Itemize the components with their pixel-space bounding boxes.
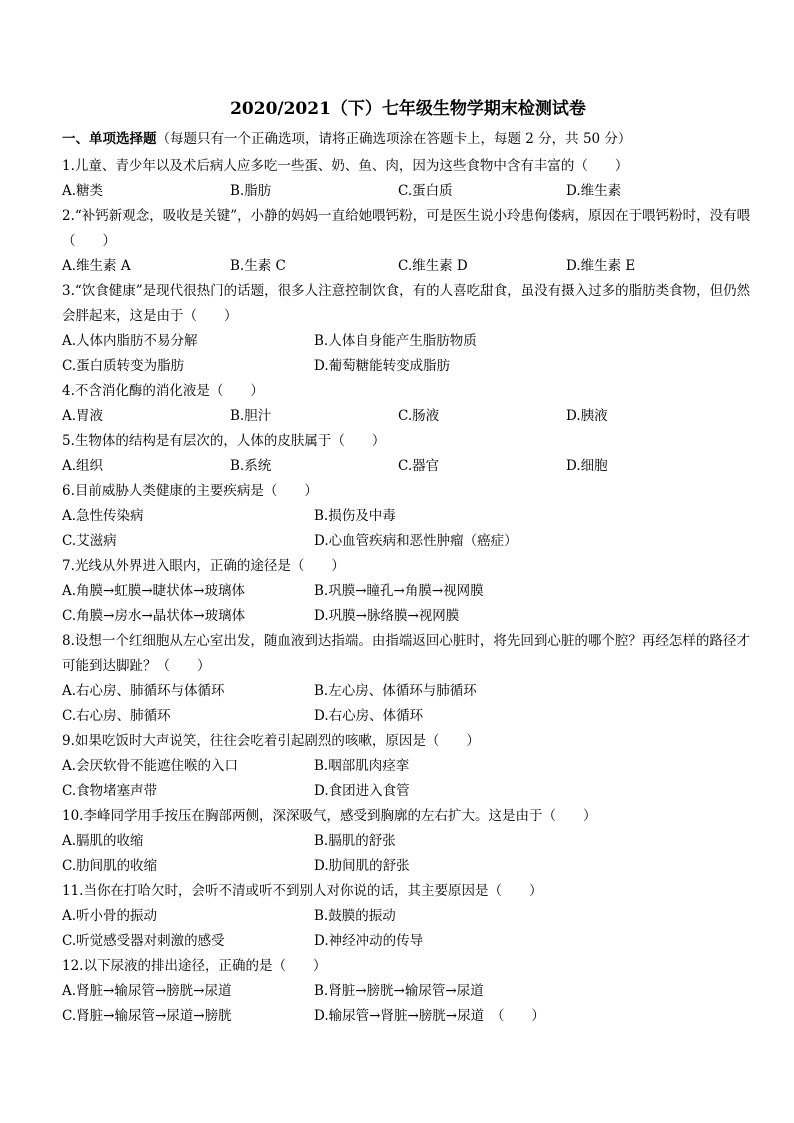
option-b: B.人体自身能产生脂肪物质	[314, 333, 477, 349]
question-2	[62, 204, 754, 279]
options-row	[62, 254, 754, 279]
question-10	[62, 804, 754, 879]
option-b: B.左心房、体循环与肺循环	[314, 683, 477, 699]
options-row	[62, 404, 754, 429]
question-stem: 2.“补钙新观念，吸收是关键”，小静的妈妈一直给她喂钙粉，可是医生说小玲患佝偻病，原因在于喂钙粉时，没有喂（ ）	[62, 208, 751, 249]
question-list	[62, 154, 754, 1029]
option-a: A.胃液	[62, 408, 104, 424]
option-d: D.维生素 E	[566, 258, 636, 274]
question-stem: 11.当你在打哈欠时，会听不清或听不到别人对你说的话，其主要原因是（ ）	[62, 883, 543, 899]
option-c: C.维生素 D	[398, 258, 468, 274]
option-c: C.器官	[398, 458, 440, 474]
option-c: C.肠液	[398, 408, 440, 424]
question-4	[62, 379, 754, 429]
option-a: A.右心房、肺循环与体循环	[62, 683, 225, 699]
option-d: D.细胞	[566, 458, 608, 474]
option-b: B.损伤及中毒	[314, 508, 396, 524]
question-stem: 12.以下尿液的排出途径，正确的是（ ）	[62, 958, 327, 974]
option-b: B.膈肌的舒张	[314, 833, 396, 849]
option-a: A.膈肌的收缩	[62, 833, 144, 849]
question-11	[62, 879, 754, 954]
section-heading: 一、单项选择题	[62, 131, 157, 147]
option-c: C.食物堵塞声带	[62, 783, 158, 799]
option-c: C.蛋白质转变为脂肪	[62, 358, 185, 374]
question-stem: 6.目前威胁人类健康的主要疾病是（ ）	[62, 483, 318, 499]
options-row	[62, 329, 754, 379]
question-stem: 1.儿童、青少年以及术后病人应多吃一些蛋、奶、鱼、肉，因为这些食物中含有丰富的（ ）	[62, 158, 629, 174]
question-stem: 8.设想一个红细胞从左心室出发，随血液到达指端。由指端返回心脏时，将先回到心脏的哪个腔？再经怎样的路径才可能到达脚趾？（ ）	[62, 633, 750, 674]
options-row	[62, 179, 754, 204]
option-a: A.组织	[62, 458, 104, 474]
options-row	[62, 979, 754, 1029]
question-5	[62, 429, 754, 479]
option-d: D.心血管疾病和恶性肿瘤（癌症）	[314, 533, 518, 549]
option-d: D.肋间肌的舒张	[314, 858, 410, 874]
exam-title: 2020/2021（下）七年级生物学期末检测试卷	[230, 99, 586, 119]
option-b: B.巩膜→瞳孔→角膜→视网膜	[314, 583, 484, 599]
option-b: B.胆汁	[230, 408, 272, 424]
options-row	[62, 679, 754, 729]
question-stem: 4.不含消化酶的消化液是（ ）	[62, 383, 264, 399]
section-header	[62, 129, 754, 149]
options-row	[62, 454, 754, 479]
options-row	[62, 504, 754, 554]
question-9	[62, 729, 754, 804]
option-d: D.巩膜→脉络膜→视网膜	[314, 608, 460, 624]
question-6	[62, 479, 754, 554]
option-b: B.脂肪	[230, 183, 272, 199]
option-d: D.神经冲动的传导	[314, 933, 424, 949]
option-b: B.生素 C	[230, 258, 286, 274]
question-3	[62, 279, 754, 379]
question-stem: 3.“饮食健康”是现代很热门的话题，很多人注意控制饮食，有的人喜吃甜食，虽没有摄入过多的脂肪类食物，但仍然会胖起来，这是由于（ ）	[62, 283, 751, 324]
section-instruction: （每题只有一个正确选项，请将正确选项涂在答题卡上，每题 2 分，共 50 分）	[156, 131, 632, 147]
option-a: A.糖类	[62, 183, 104, 199]
option-b: B.系统	[230, 458, 272, 474]
option-a: A.角膜→虹膜→睫状体→玻璃体	[62, 583, 245, 599]
option-c: C.蛋白质	[398, 183, 453, 199]
question-stem: 5.生物体的结构是有层次的，人体的皮肤属于（ ）	[62, 433, 386, 449]
question-7	[62, 554, 754, 629]
options-row	[62, 579, 754, 629]
question-1	[62, 154, 754, 204]
option-d: D.右心房、体循环	[314, 708, 424, 724]
option-b: B.咽部肌肉痉挛	[314, 758, 410, 774]
option-a: A.听小骨的振动	[62, 908, 158, 924]
option-a: A.急性传染病	[62, 508, 144, 524]
option-c: C.角膜→房水→晶状体→玻璃体	[62, 608, 246, 624]
option-c: C.肋间肌的收缩	[62, 858, 158, 874]
option-a: A.肾脏→输尿管→膀胱→尿道	[62, 983, 232, 999]
question-stem: 7.光线从外界进入眼内，正确的途径是（ ）	[62, 558, 345, 574]
option-d: D.维生素	[566, 183, 622, 199]
option-d: D.葡萄糖能转变成脂肪	[314, 358, 451, 374]
question-12	[62, 954, 754, 1029]
option-a: A.人体内脂肪不易分解	[62, 333, 198, 349]
option-a: A.会厌软骨不能遮住喉的入口	[62, 758, 239, 774]
option-b: B.肾脏→膀胱→输尿管→尿道	[314, 983, 484, 999]
option-a: A.维生素 A	[62, 258, 131, 274]
option-d: D.胰液	[566, 408, 608, 424]
option-b: B.鼓膜的振动	[314, 908, 396, 924]
options-row	[62, 829, 754, 879]
option-d: D.输尿管→肾脏→膀胱→尿道 （ ）	[314, 1008, 545, 1024]
question-stem: 10.李峰同学用手按压在胸部两侧，深深吸气，感受到胸廓的左右扩大。这是由于（ ）	[62, 808, 597, 824]
option-c: C.肾脏→输尿管→尿道→膀胱	[62, 1008, 232, 1024]
option-d: D.食团进入食管	[314, 783, 410, 799]
question-stem: 9.如果吃饭时大声说笑，往往会吃着引起剧烈的咳嗽，原因是（ ）	[62, 733, 480, 749]
options-row	[62, 904, 754, 954]
options-row	[62, 754, 754, 804]
option-c: C.艾滋病	[62, 533, 117, 549]
option-c: C.右心房、肺循环	[62, 708, 171, 724]
question-8	[62, 629, 754, 729]
option-c: C.听觉感受器对刺激的感受	[62, 933, 225, 949]
